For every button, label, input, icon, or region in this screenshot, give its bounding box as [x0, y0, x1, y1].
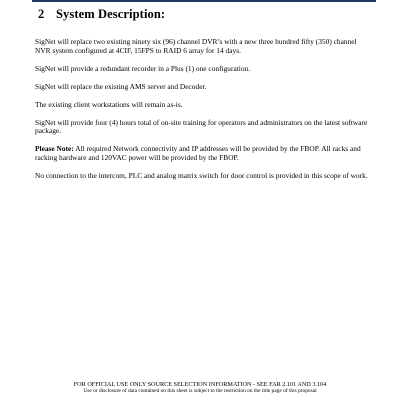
paragraph-ams-server [35, 83, 373, 92]
paragraph-redundant-recorder [35, 65, 373, 74]
paragraph-text: SigNet will replace two existing ninety six (96) channel DVR’s with a new three hundred fifty (350) channel NVR system configured at 4CIF, 15FPS to RAID 6 array for 14 days. [35, 37, 357, 55]
paragraph-nvr-replacement [35, 38, 373, 56]
paragraph-text: SigNet will provide a redundant recorder in a Plus (1) one configuration. [35, 63, 251, 73]
paragraph-text: SigNet will provide four (4) hours total of on-site training for operators and administrators on the latest software package. [35, 117, 368, 136]
section-body [35, 38, 373, 190]
footer-classification: FOR OFFICIAL USE ONLY SOURCE SELECTION INFORMATION - SEE FAR 2.101 AND 3.104 [73, 381, 327, 388]
section-heading [38, 7, 165, 22]
section-number: 2 [38, 7, 45, 21]
footer-restriction-notice: Use or disclosure of data contained on this sheet is subject to the restriction on the title page of this proposal [83, 388, 317, 394]
paragraph-text: SigNet will replace the existing AMS server and Decoder. [35, 81, 207, 91]
header-rule [32, 0, 376, 2]
paragraph-please-note [35, 145, 373, 163]
paragraph-client-workstations [35, 101, 373, 110]
section-title: System Description: [56, 7, 166, 21]
paragraph-text: All required Network connectivity and IP addresses will be provided by the FBOP. All racks and racking hardware and 120VAC power will be provided by the FBOP. [35, 144, 361, 163]
paragraph-text: The existing client workstations will remain as-is. [35, 99, 183, 109]
paragraph-scope-exclusion [35, 172, 373, 181]
please-note-label: Please Note: [35, 144, 74, 154]
paragraph-text: No connection to the intercom, PLC and analog matrix switch for door control is provided in this scope of work. [35, 171, 368, 181]
paragraph-training [35, 119, 373, 137]
